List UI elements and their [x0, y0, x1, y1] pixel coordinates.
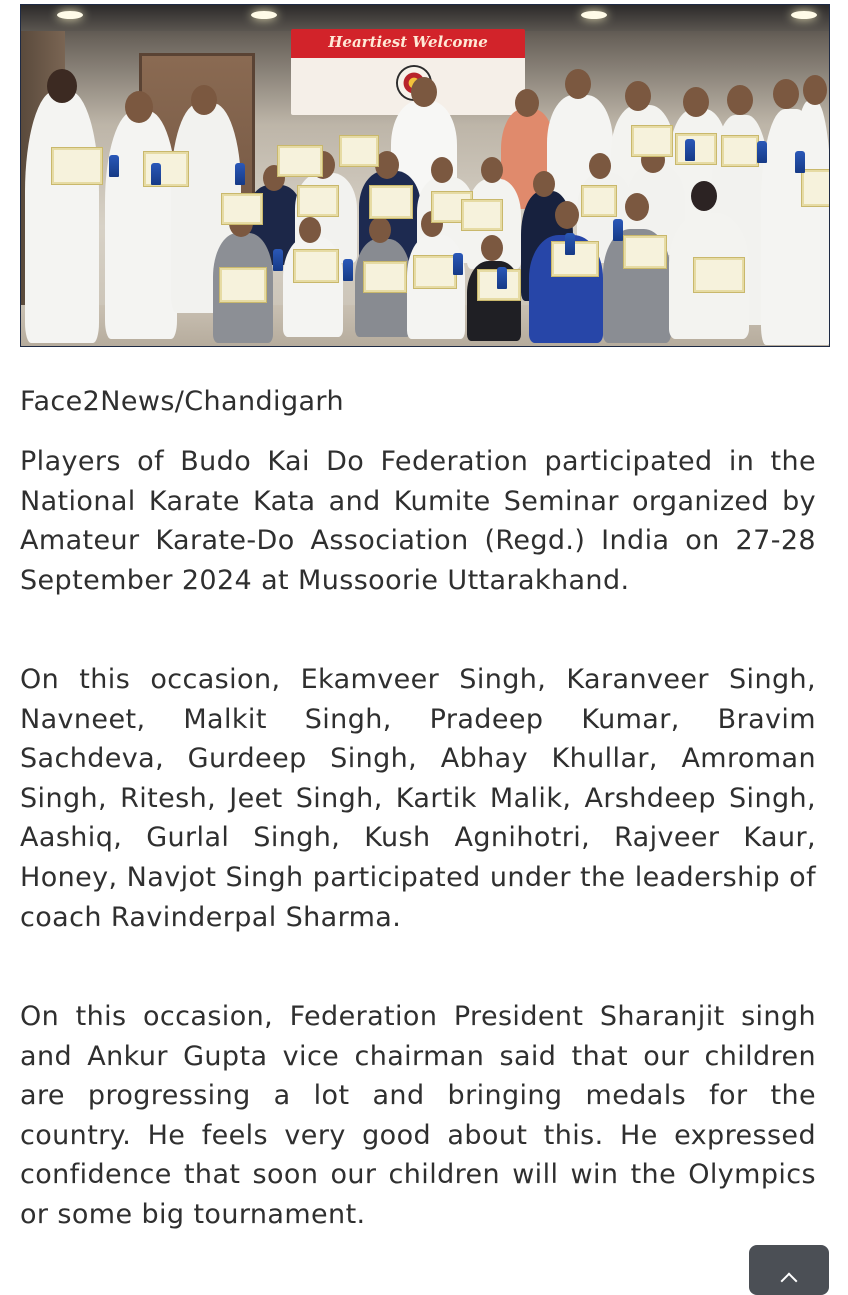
certificate — [581, 185, 617, 217]
trophy — [453, 253, 463, 275]
certificate — [221, 193, 263, 225]
trophy — [273, 249, 283, 271]
person-head — [565, 69, 591, 99]
scroll-to-top-button[interactable] — [749, 1245, 829, 1295]
person-head — [683, 87, 709, 117]
person-head — [803, 75, 827, 105]
person-head — [47, 69, 77, 103]
person-head — [625, 193, 649, 221]
chevron-up-icon — [781, 1273, 798, 1290]
certificate — [623, 235, 667, 269]
certificate — [297, 185, 339, 217]
person-head — [773, 79, 799, 109]
certificate — [551, 241, 599, 277]
person-head — [481, 157, 503, 183]
certificate — [675, 133, 717, 165]
ceiling-lamp — [251, 11, 277, 19]
trophy — [343, 259, 353, 281]
person-head — [625, 81, 651, 111]
person-head — [727, 85, 753, 115]
ceiling-lamp — [57, 11, 83, 19]
article-paragraph-1: Players of Budo Kai Do Federation participated in the National Karate Kata and Kumite Seminar organized by Amateur Karate-Do Association (Regd.) India on 27-28 September 2024 at Mussoorie Uttarakhand. — [20, 446, 816, 596]
trophy — [151, 163, 161, 185]
trophy — [613, 219, 623, 241]
certificate — [721, 135, 759, 167]
ceiling-lamp — [791, 11, 817, 19]
person-head — [431, 157, 453, 183]
person-head — [691, 181, 717, 211]
ceiling-lamp — [581, 11, 607, 19]
welcome-banner-text: Heartiest Welcome — [328, 33, 488, 51]
certificate — [631, 125, 673, 157]
certificate — [339, 135, 379, 167]
article-dateline: Face2News/Chandigarh — [20, 386, 344, 417]
certificate — [51, 147, 103, 185]
person-head — [515, 89, 539, 117]
certificate — [363, 261, 407, 293]
person-head — [369, 217, 391, 243]
person-head — [299, 217, 321, 243]
person — [793, 101, 830, 345]
trophy — [497, 267, 507, 289]
trophy — [795, 151, 805, 173]
certificate — [219, 267, 267, 303]
trophy — [235, 163, 245, 185]
certificate — [369, 185, 413, 219]
person-head — [555, 201, 579, 229]
certificate — [413, 255, 457, 289]
trophy — [757, 141, 767, 163]
trophy — [109, 155, 119, 177]
trophy — [685, 139, 695, 161]
photo-ceiling — [21, 5, 829, 31]
person-head — [481, 235, 503, 261]
certificate — [293, 249, 339, 283]
certificate — [461, 199, 503, 231]
trophy — [565, 233, 575, 255]
certificate — [693, 257, 745, 293]
person — [105, 111, 177, 339]
group-photo — [20, 4, 830, 347]
certificate — [277, 145, 323, 177]
person-head — [589, 153, 611, 179]
certificate — [801, 169, 830, 207]
article-paragraph-3: On this occasion, Federation President Sharanjit singh and Ankur Gupta vice chairman said that our children are progressing a lot and bringing medals for the country. He feels very good about this. He expressed confidence that soon our children will win the Olympics or some big tournament. — [20, 1001, 816, 1230]
person-head — [191, 85, 217, 115]
person-head — [411, 77, 437, 107]
person — [25, 91, 99, 343]
article-paragraph-2: On this occasion, Ekamveer Singh, Karanveer Singh, Navneet, Malkit Singh, Pradeep Kumar, Bravim Sachdeva, Gurdeep Singh, Abhay Khullar, Amroman Singh, Ritesh, Jeet Singh, Kartik Malik, Arshdeep Singh, Aashiq, Gurlal Singh, Kush Agnihotri, Rajveer Kaur, Honey, Navjot Singh participated under the leadership of coach Ravinderpal Sharma. — [20, 664, 816, 933]
person-head — [533, 171, 555, 197]
person-head — [125, 91, 153, 123]
certificate — [143, 151, 189, 187]
